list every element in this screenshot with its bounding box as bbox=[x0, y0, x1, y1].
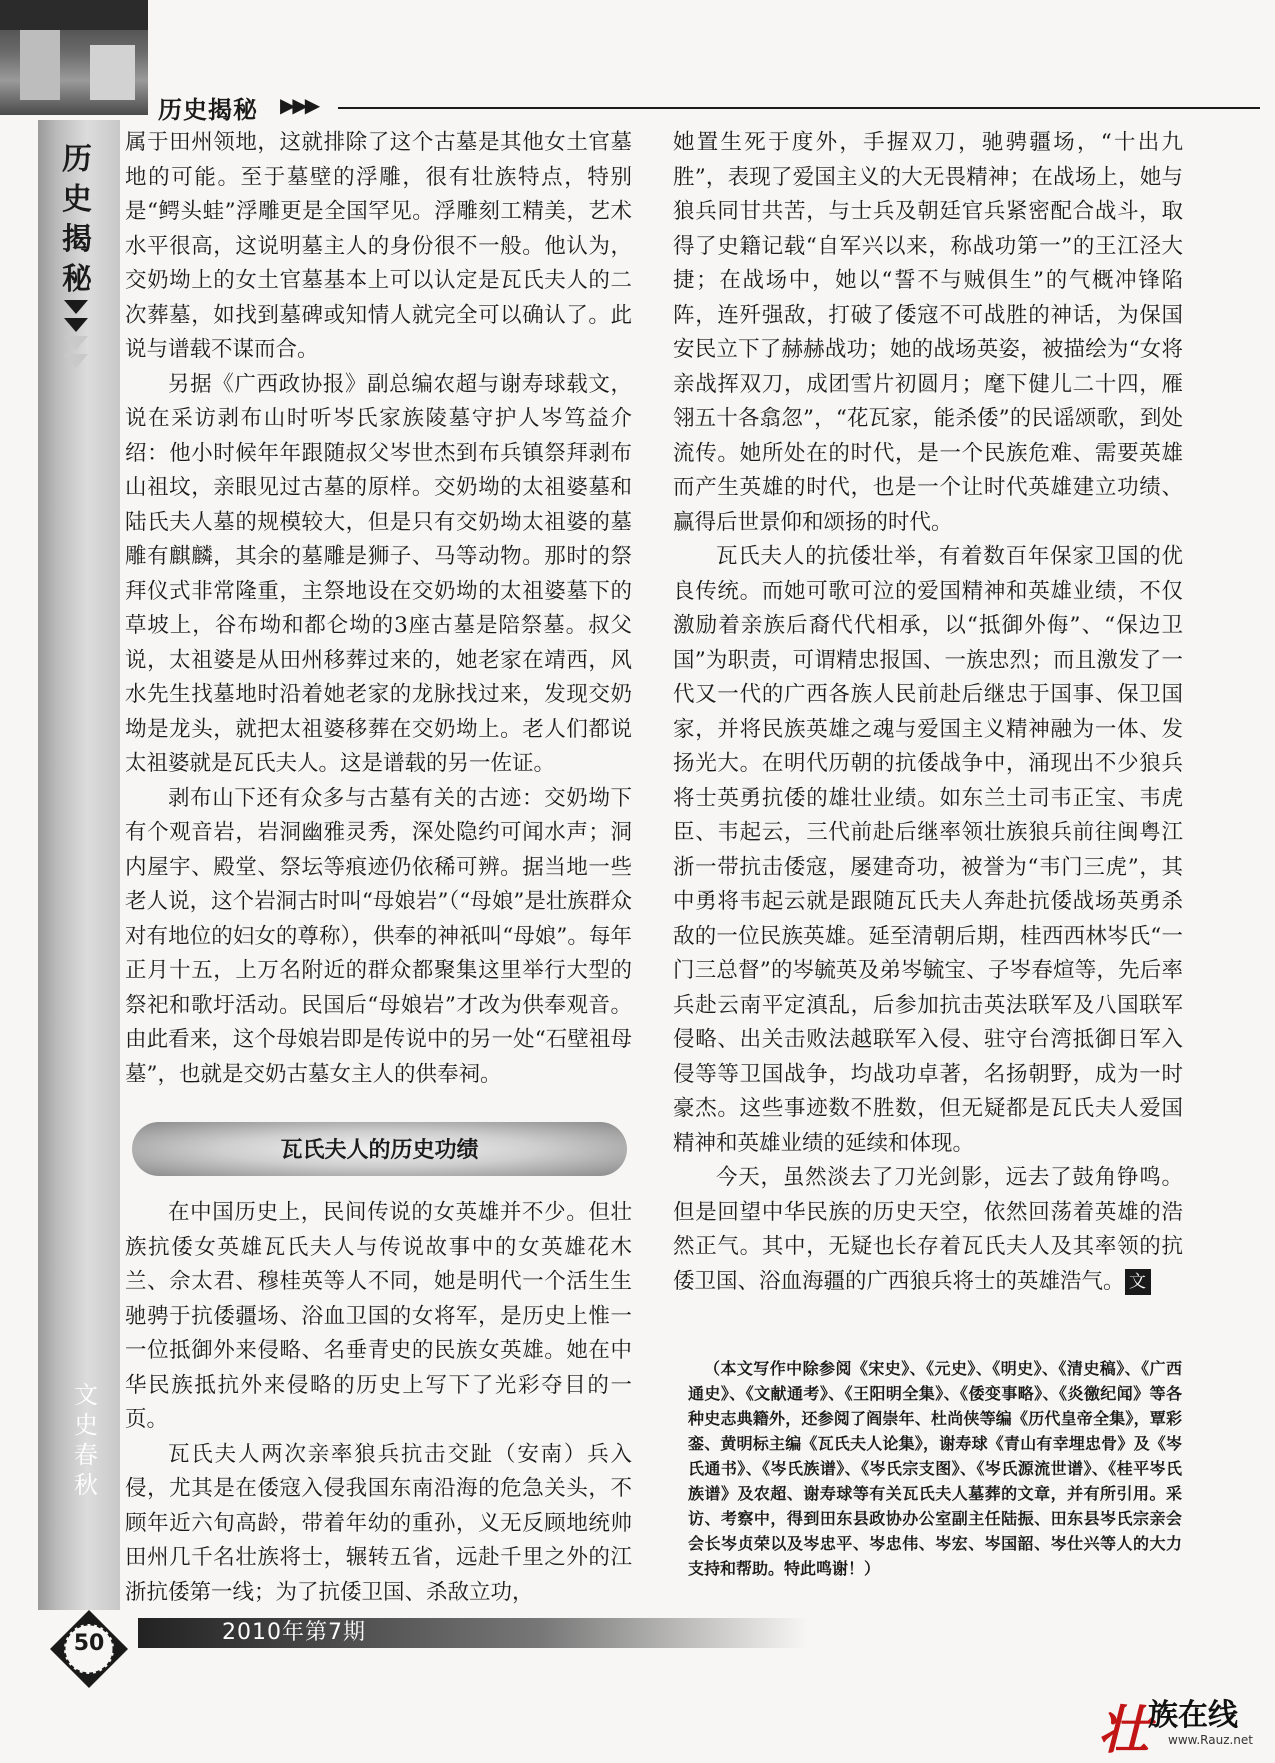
section-header-title: 历史揭秘 bbox=[158, 96, 258, 124]
sidebar-label-char: 秋 bbox=[74, 1471, 98, 1499]
body-paragraph: 瓦氏夫人两次亲率狼兵抗击交趾（安南）兵入侵，尤其是在倭寇入侵我国东南沿海的危急关头，不顾年近六旬高龄，带着年幼的重孙，义无反顾地统帅田州几千名壮族将士，辗转五省，远赴千里之外的江浙抗倭第一线；为了抗倭卫国、杀敌立功， bbox=[125, 1441, 632, 1605]
section-heading: 瓦氏夫人的历史功绩 bbox=[280, 1138, 479, 1163]
body-paragraph: 另据《广西政协报》副总编农超与谢寿球载文，说在采访剥布山时听岑氏家族陵墓守护人岑笃益介绍：他小时候年年跟随叔父岑世杰到布兵镇祭拜剥布山祖坟，亲眼见过古墓的原样。交奶坳的太祖婆墓和陆氏夫人墓的规模较大，但是只有交奶坳太祖婆的墓雕有麒麟，其余的墓雕是狮子、马等动物。那时的祭拜仪式非常隆重，主祭地设在交奶坳的太祖婆墓下的草坡上，谷布坳和都仑坳的3座古墓是陪祭墓。叔父说，太祖婆是从田州移葬过来的，她老家在靖西，风水先生找墓地时沿着她老家的龙脉找过来，发现交奶坳是龙头，就把太祖婆移葬在交奶坳上。老人们都说太祖婆就是瓦氏夫人。这是谱载的另一佐证。 bbox=[125, 371, 632, 776]
issue-label: 2010年第7期 bbox=[222, 1620, 366, 1645]
sidebar-title-char: 历 bbox=[62, 142, 92, 177]
sidebar-triangle-icon bbox=[64, 318, 88, 332]
watermark-url: www.Rauz.net bbox=[1168, 1733, 1253, 1747]
closing-paragraph-text: 今天，虽然淡去了刀光剑影，远去了鼓角铮鸣。但是回望中华民族的历史天空，依然回荡着英雄的浩然正气。其中，无疑也长存着瓦氏夫人及其率领的抗倭卫国、浴血海疆的广西狼兵将士的英雄浩气。 bbox=[673, 1165, 1183, 1294]
end-mark: 文 bbox=[1125, 1269, 1151, 1295]
sidebar-label-char: 春 bbox=[74, 1441, 98, 1469]
body-paragraph: 剥布山下还有众多与古墓有关的古迹：交奶坳下有个观音岩，岩洞幽雅灵秀，深处隐约可闻水声；洞内屋宇、殿堂、祭坛等痕迹仍依稀可辨。据当地一些老人说，这个岩洞古时叫“母娘岩”（“母娘”是壮族群众对有地位的妇女的尊称），供奉的神祇叫“母娘”。每年正月十五，上万名附近的群众都聚集这里举行大型的祭祀和歌圩活动。民国后“母娘岩”才改为供奉观音。由此看来，这个母娘岩即是传说中的另一处“石壁祖母墓”，也就是交奶古墓女主人的供奉祠。 bbox=[125, 785, 632, 1087]
sidebar-title-char: 揭 bbox=[62, 222, 92, 257]
acknowledgement-notes bbox=[688, 1356, 1182, 1581]
right-column bbox=[673, 126, 1183, 1299]
watermark-text: 族在线 bbox=[1148, 1698, 1238, 1733]
header-rule bbox=[338, 107, 1260, 109]
body-paragraph: 她置生死于度外，手握双刀，驰骋疆场，“十出九胜”，表现了爱国主义的大无畏精神；在战场上，她与狼兵同甘共苦，与士兵及朝廷官兵紧密配合战斗，取得了史籍记载“自军兴以来，称战功第一”的王江泾大捷；在战场中，她以“誓不与贼俱生”的气概冲锋陷阵，连歼强敌，打破了倭寇不可战胜的神话，为保国安民立下了赫赫战功；她的战场英姿，被描绘为“女将亲战挥双刀，成团雪片初圆月；麾下健儿二十四，雁翎五十各翕忽”，“花瓦家，能杀倭”的民谣颂歌，到处流传。她所处在的时代，是一个民族危难、需要英雄而产生英雄的时代，也是一个让时代英雄建立功绩、赢得后世景仰和颂扬的时代。 bbox=[673, 130, 1183, 535]
sidebar-title-char: 史 bbox=[62, 182, 92, 217]
sidebar-label-char: 史 bbox=[74, 1411, 98, 1439]
header-arrows-icon: ▶▶▶ bbox=[280, 93, 318, 117]
sidebar-triangle-icon bbox=[64, 300, 88, 314]
body-paragraph bbox=[673, 1161, 1183, 1299]
sidebar-triangle-icon bbox=[64, 336, 88, 350]
photo-monument bbox=[20, 30, 60, 100]
left-column-section bbox=[125, 1196, 632, 1610]
photo-sky bbox=[0, 0, 148, 30]
sidebar-title bbox=[52, 140, 102, 300]
header-photo bbox=[0, 0, 148, 115]
sidebar-title-char: 秘 bbox=[62, 262, 92, 297]
left-column bbox=[125, 126, 632, 1092]
sidebar-column-label bbox=[64, 1380, 108, 1500]
notes-text: （本文写作中除参阅《宋史》、《元史》、《明史》、《清史稿》、《广西通史》、《文献通考》、《王阳明全集》、《倭变事略》、《炎徼纪闻》等各种史志典籍外，还参阅了阎崇年、杜尚侠等编《历代皇帝全集》，覃彩銮、黄明标主编《瓦氏夫人论集》，谢寿球《青山有幸埋忠骨》及《岑氏通书》、《岑氏族谱》、《岑氏宗支图》、《岑氏源流世谱》、《桂平岑氏族谱》及农超、谢寿球等有关瓦氏夫人墓葬的文章，并有所引用。采访、考察中，得到田东县政协办公室副主任陆振、田东县岑氏宗亲会会长岑贞荣以及岑忠平、岑忠伟、岑宏、岑国韶、岑仕兴等人的大力支持和帮助。特此鸣谢！） bbox=[688, 1359, 1182, 1578]
sidebar-label-char: 文 bbox=[74, 1381, 98, 1409]
photo-stone bbox=[90, 45, 135, 100]
body-paragraph: 在中国历史上，民间传说的女英雄并不少。但壮族抗倭女英雄瓦氏夫人与传说故事中的女英雄花木兰、佘太君、穆桂英等人不同，她是明代一个活生生驰骋于抗倭疆场、浴血卫国的女将军，是历史上惟一一位抵御外来侵略、名垂青史的民族女英雄。她在中华民族抵抗外来侵略的历史上写下了光彩夺目的一页。 bbox=[125, 1200, 632, 1432]
body-paragraph: 瓦氏夫人的抗倭壮举，有着数百年保家卫国的优良传统。而她可歌可泣的爱国精神和英雄业绩，不仅激励着亲族后裔代代相承，以“抵御外侮”、“保边卫国”为职责，可谓精忠报国、一族忠烈；而且激发了一代又一代的广西各族人民前赴后继忠于国事、保卫国家，并将民族英雄之魂与爱国主义精神融为一体、发扬光大。在明代历朝的抗倭战争中，涌现出不少狼兵将士英勇抗倭的雄壮业绩。如东兰土司韦正宝、韦虎臣、韦起云，三代前赴后继率领壮族狼兵前往闽粤江浙一带抗击倭寇，屡建奇功，被誉为“韦门三虎”，其中勇将韦起云就是跟随瓦氏夫人奔赴抗倭战场英勇杀敌的一位民族英雄。延至清朝后期，桂西西林岑氏“一门三总督”的岑毓英及弟岑毓宝、子岑春煊等，先后率兵赴云南平定滇乱，后参加抗击英法联军及八国联军侵略、出关击败法越联军入侵、驻守台湾抵御日军入侵等等卫国战争，均战功卓著，名扬朝野，成为一时豪杰。这些事迹数不胜数，但无疑都是瓦氏夫人爱国精神和英雄业绩的延续和体现。 bbox=[673, 544, 1183, 1156]
sidebar-triangle-icon bbox=[64, 354, 88, 368]
page-number: 50 bbox=[73, 1631, 105, 1656]
watermark-logo-char: 壮 bbox=[1098, 1700, 1151, 1761]
body-paragraph: 属于田州领地，这就排除了这个古墓是其他女土官墓地的可能。至于墓壁的浮雕，很有壮族特点，特别是“鳄头蛙”浮雕更是全国罕见。浮雕刻工精美，艺术水平很高，这说明墓主人的身份很不一般。他认为，交奶坳上的女土官墓基本上可以认定是瓦氏夫人的二次葬墓，如找到墓碑或知情人就完全可以确认了。此说与谱载不谋而合。 bbox=[125, 130, 632, 362]
